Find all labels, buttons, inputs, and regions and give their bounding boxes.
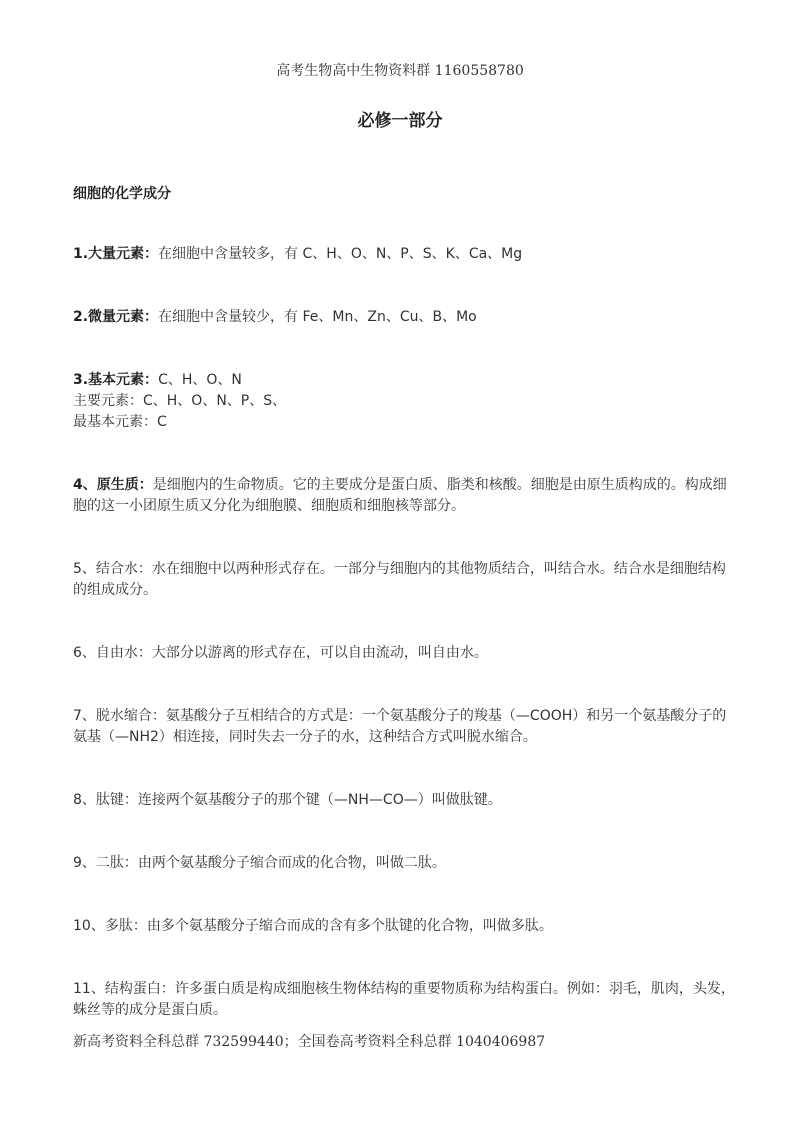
item-text: 连接两个氨基酸分子的那个键（—NH—CO—）叫做肽键。 [137,792,502,808]
header-line: 高考生物高中生物资料群 1160558780 [276,63,524,79]
item-term: 11、结构蛋白： [73,981,175,997]
item-term: 3.基本元素： [73,372,159,388]
item-term: 4、原生质： [73,477,153,493]
item-text: 大部分以游离的形式存在，可以自由流动，叫自由水。 [151,645,488,661]
item-term: 7、脱水缩合： [73,708,166,724]
item-polypeptide [73,916,738,937]
item-text: 是细胞内的生命物质。它的主要成分是蛋白质、脂类和核酸。细胞是由原生质构成的。构成细胞的这一小团原生质又分化为细胞膜、细胞质和细胞核等部分。 [73,477,727,514]
item-trace-elements [73,307,738,328]
item-term: 1.大量元素： [73,246,159,262]
item-free-water [73,643,738,664]
item-basic-elements [73,370,738,433]
footer-line: 新高考资料全科总群 732599440；全国卷高考资料全科总群 1040406987 [73,1034,546,1050]
item-term: 5、结合水： [73,561,152,577]
item-bound-water [73,559,738,601]
item-text: 许多蛋白质是构成细胞核生物体结构的重要物质称为结构蛋白。例如：羽毛，肌肉，头发，蛛丝等的成分是蛋白质。 [73,981,735,1018]
item-subline-most-basic: 最基本元素：C [73,414,167,430]
item-text: 由两个氨基酸分子缩合而成的化合物，叫做二肽。 [137,855,446,871]
item-dehydration-condensation [73,706,738,748]
item-term: 2.微量元素： [73,309,159,325]
item-text: 水在细胞中以两种形式存在。一部分与细胞内的其他物质结合，叫结合水。结合水是细胞结构的组成成分。 [73,561,726,598]
item-major-elements [73,244,738,265]
item-text: 在细胞中含量较少，有 Fe、Mn、Zn、Cu、B、Mo [158,309,477,325]
item-term: 9、二肽： [73,855,138,871]
item-text: 氨基酸分子互相结合的方式是：一个氨基酸分子的羧基（—COOH）和另一个氨基酸分子的氨基（—NH2）相连接，同时失去一分子的水，这种结合方式叫脱水缩合。 [73,708,727,745]
item-protoplasm [73,475,738,517]
item-term: 6、自由水： [73,645,152,661]
item-text: C、H、O、N [158,372,242,388]
document-title: 必修一部分 [357,111,443,131]
item-text: 由多个氨基酸分子缩合而成的含有多个肽键的化合物，叫做多肽。 [146,918,553,934]
item-subline-main-elements: 主要元素：C、H、O、N、P、S、 [73,393,287,409]
item-peptide-bond [73,790,738,811]
item-structural-protein [73,979,738,1021]
item-text: 在细胞中含量较多，有 C、H、O、N、P、S、K、Ca、Mg [158,246,523,262]
item-term: 10、多肽： [73,918,147,934]
item-dipeptide [73,853,738,874]
section-title: 细胞的化学成分 [73,186,171,202]
item-term: 8、肽键： [73,792,138,808]
